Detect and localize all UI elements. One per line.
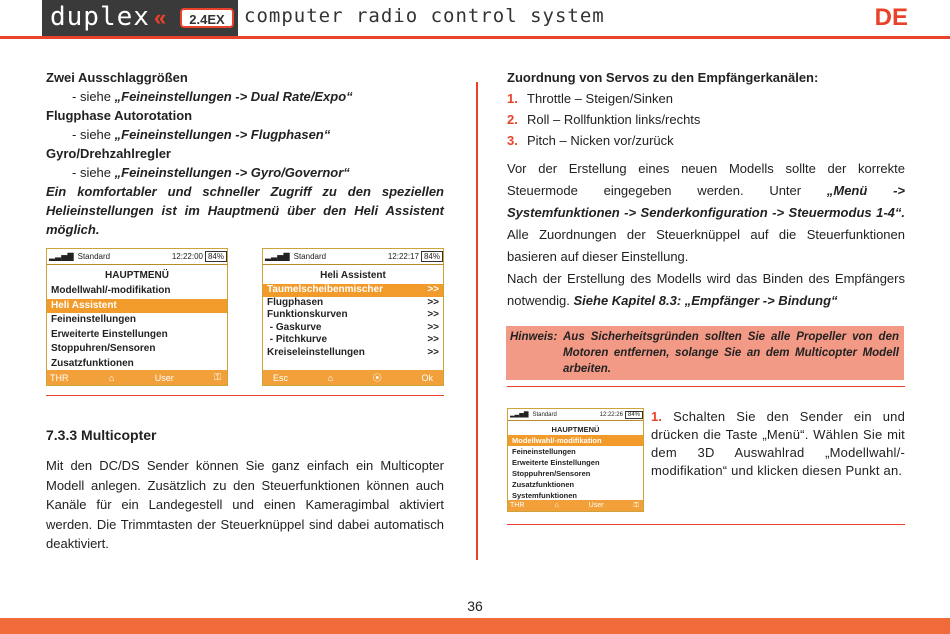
para-text: Alle Zuordnungen der Steuerknüppel auf die Steuerfunktionen basieren auf dieser Einstellung. xyxy=(507,227,905,264)
submenu-arrow: >> xyxy=(427,284,439,295)
submenu-arrow: >> xyxy=(427,321,439,333)
para-text: Nach der Erstellung des Modells wird das Binden des Empfängers notwendig. xyxy=(507,271,905,308)
lcd-status-bar xyxy=(263,249,443,265)
step-instruction xyxy=(651,408,905,480)
para-emph: „Menü -> Systemfunktionen -> Senderkonfiguration -> Steuermodus 1-4“. xyxy=(507,183,905,220)
left-column xyxy=(46,68,444,239)
menu-label: Kreiseleinstellungen xyxy=(267,346,365,358)
item-reference xyxy=(46,87,444,106)
menu-item[interactable] xyxy=(47,284,227,299)
item-heading: Flugphase Autorotation xyxy=(46,108,193,123)
radio-icon: ⦿ xyxy=(372,373,382,383)
footer-bar xyxy=(0,618,950,634)
menu-label: Feineinstellungen xyxy=(51,314,137,325)
signal-icon: ▂▃▅▇ xyxy=(265,252,290,261)
list-number: 1. xyxy=(507,91,518,106)
softkey-user[interactable]: User xyxy=(588,502,604,509)
step-text: Schalten Sie den Sender ein und drücken die Taste „Menü“. Wählen Sie mit dem 3D Auswahlrad „Modellwahl/-modifikation“ und klicken diesen Punkt an. xyxy=(651,409,905,478)
clock: 12:22:26 xyxy=(599,411,623,418)
clock: 12:22:17 xyxy=(387,252,419,261)
list-text: Roll – Rollfunktion links/rechts xyxy=(527,112,701,127)
menu-item-selected[interactable] xyxy=(47,299,227,314)
header xyxy=(0,0,950,36)
item-reference xyxy=(46,163,444,182)
menu-item-selected[interactable] xyxy=(263,284,443,297)
step-rule xyxy=(507,524,905,525)
battery-icon: 84% xyxy=(421,251,443,262)
page-number: 36 xyxy=(467,598,483,614)
menu-item[interactable] xyxy=(263,322,443,335)
step-number: 1. xyxy=(651,409,663,424)
lcd-status-bar xyxy=(508,409,643,421)
home-icon: ⌂ xyxy=(554,502,559,509)
model-name: Standard xyxy=(293,252,327,261)
ref-prefix: - siehe xyxy=(72,165,115,180)
menu-label: Heli Assistent xyxy=(51,299,117,311)
signal-icon: ▂▃▅▇ xyxy=(510,412,529,418)
submenu-arrow: >> xyxy=(427,309,439,321)
softkey-thr[interactable]: THR xyxy=(50,372,69,383)
language-code: DE xyxy=(874,4,908,31)
menu-label: Erweiterte Einstellungen xyxy=(512,458,600,467)
menu-label: Funktionskurven xyxy=(267,309,348,321)
lcd-softkey-bar xyxy=(47,370,227,385)
submenu-arrow: >> xyxy=(427,346,439,358)
menu-label: Modellwahl/-modifikation xyxy=(512,436,602,445)
note-box xyxy=(506,326,904,380)
model-name: Standard xyxy=(77,252,111,261)
menu-item[interactable] xyxy=(47,328,227,343)
battery-icon: 84% xyxy=(625,411,643,419)
section-body: Mit den DC/DS Sender können Sie ganz einfach ein Multicopter Modell anlegen. Zusätzlich zu den Steuerfunktionen können auch Kanäle für ein Landegestell und einen Kameragimbal aktiviert werden. Die Trimmtasten der Steuerknüppel sind dabei automatisch deaktiviert. xyxy=(46,458,444,551)
logo-text: duplex xyxy=(50,2,150,32)
right-column xyxy=(507,68,905,312)
menu-item[interactable] xyxy=(508,457,643,468)
logo-badge: 2.4EX xyxy=(180,8,234,28)
clock: 12:22:00 xyxy=(171,252,203,261)
menu-label: Flugphasen xyxy=(267,296,324,308)
list-number: 2. xyxy=(507,112,518,127)
ref-link: „Feineinstellungen -> Gyro/Governor“ xyxy=(114,165,350,180)
model-name: Standard xyxy=(532,411,557,418)
lcd-screen-heli-assistant xyxy=(262,248,444,386)
menu-item[interactable] xyxy=(508,468,643,479)
paragraph-mode xyxy=(507,158,905,268)
home-icon: ⌂ xyxy=(108,372,115,383)
item-heading: Zwei Ausschlaggrößen xyxy=(46,70,188,85)
signal-icon: ▂▃▅▇ xyxy=(49,252,74,261)
menu-label: Zusatzfunktionen xyxy=(51,357,134,369)
menu-label: Zusatzfunktionen xyxy=(512,480,575,489)
submenu-arrow: >> xyxy=(427,296,439,308)
note-text: Aus Sicherheitsgründen sollten Sie alle Propeller von den Motoren entfernen, solange Sie an dem Multicopter Modell arbeiten. xyxy=(563,331,899,375)
ref-prefix: - siehe xyxy=(72,89,115,104)
menu-item[interactable] xyxy=(263,309,443,322)
paragraph-binding xyxy=(507,268,905,312)
menu-item[interactable] xyxy=(508,479,643,490)
menu-label: Feineinstellungen xyxy=(512,447,576,456)
item-heading: Gyro/Drehzahlregler xyxy=(46,146,171,161)
list-number: 3. xyxy=(507,133,518,148)
menu-label: Erweiterte Einstellungen xyxy=(51,328,168,340)
menu-item[interactable] xyxy=(47,313,227,328)
lcd-screen-mainmenu-small xyxy=(507,408,644,512)
list-item xyxy=(507,131,905,150)
menu-label: Systemfunktionen xyxy=(512,491,578,500)
column-divider xyxy=(476,82,478,560)
list-item xyxy=(507,110,905,129)
menu-label: Taumelscheibenmischer xyxy=(267,284,383,295)
header-title: computer radio control system xyxy=(244,5,605,27)
section-title: 7.3.3 Multicopter xyxy=(46,427,157,443)
lcd-softkey-bar xyxy=(508,500,643,511)
key-icon: ⚿ xyxy=(633,501,639,509)
softkey-user[interactable]: User xyxy=(154,372,174,383)
menu-item[interactable] xyxy=(263,334,443,347)
header-rule xyxy=(0,36,950,39)
lcd-title: HAUPTMENÜ xyxy=(551,425,600,434)
note-rule xyxy=(507,386,905,387)
menu-item[interactable] xyxy=(263,347,443,360)
note-label: Hinweis: xyxy=(510,331,558,343)
section-rule xyxy=(46,395,444,396)
logo-arrows: « xyxy=(154,5,167,30)
list-text: Pitch – Nicken vor/zurück xyxy=(527,133,674,148)
battery-icon: 84% xyxy=(205,251,227,262)
menu-item[interactable] xyxy=(508,446,643,457)
para-emph: Siehe Kapitel 8.3: „Empfänger -> Bindung“ xyxy=(573,293,838,308)
ref-link: „Feineinstellungen -> Dual Rate/Expo“ xyxy=(114,89,353,104)
menu-item[interactable] xyxy=(47,357,227,372)
list-text: Throttle – Steigen/Sinken xyxy=(527,91,673,106)
menu-label: - Gaskurve xyxy=(267,321,322,333)
menu-label: - Pitchkurve xyxy=(267,334,328,346)
home-icon: ⌂ xyxy=(327,372,334,383)
key-icon: ⚿ xyxy=(214,372,221,382)
lcd-screen-mainmenu xyxy=(46,248,228,386)
servo-heading: Zuordnung von Servos zu den Empfängerkanälen: xyxy=(507,70,819,85)
lcd-status-bar xyxy=(47,249,227,265)
lcd-title: HAUPTMENÜ xyxy=(105,270,169,281)
ref-link: „Feineinstellungen -> Flugphasen“ xyxy=(114,127,331,142)
softkey-esc[interactable]: Esc xyxy=(273,372,289,383)
list-item xyxy=(507,89,905,108)
lcd-title: Heli Assistent xyxy=(320,270,386,281)
menu-label: Modellwahl/-modifikation xyxy=(51,285,171,296)
menu-label: Stoppuhren/Sensoren xyxy=(512,469,591,478)
para-text: Vor der Erstellung eines neuen Modells sollte der korrekte Steuermode eingegeben werden. Unter xyxy=(507,161,905,198)
menu-item[interactable] xyxy=(263,297,443,310)
submenu-arrow: >> xyxy=(427,334,439,346)
menu-item[interactable] xyxy=(47,342,227,357)
assistant-note: Ein komfortabler und schneller Zugriff zu den speziellen Helieinstellungen ist im Hauptmenü über den Heli Assistent möglich. xyxy=(46,184,444,237)
menu-item-selected[interactable] xyxy=(508,435,643,446)
ref-prefix: - siehe xyxy=(72,127,115,142)
item-reference xyxy=(46,125,444,144)
softkey-ok[interactable]: Ok xyxy=(421,372,433,383)
lcd-softkey-bar xyxy=(263,370,443,385)
softkey-thr[interactable]: THR xyxy=(510,502,525,509)
menu-label: Stoppuhren/Sensoren xyxy=(51,343,156,354)
